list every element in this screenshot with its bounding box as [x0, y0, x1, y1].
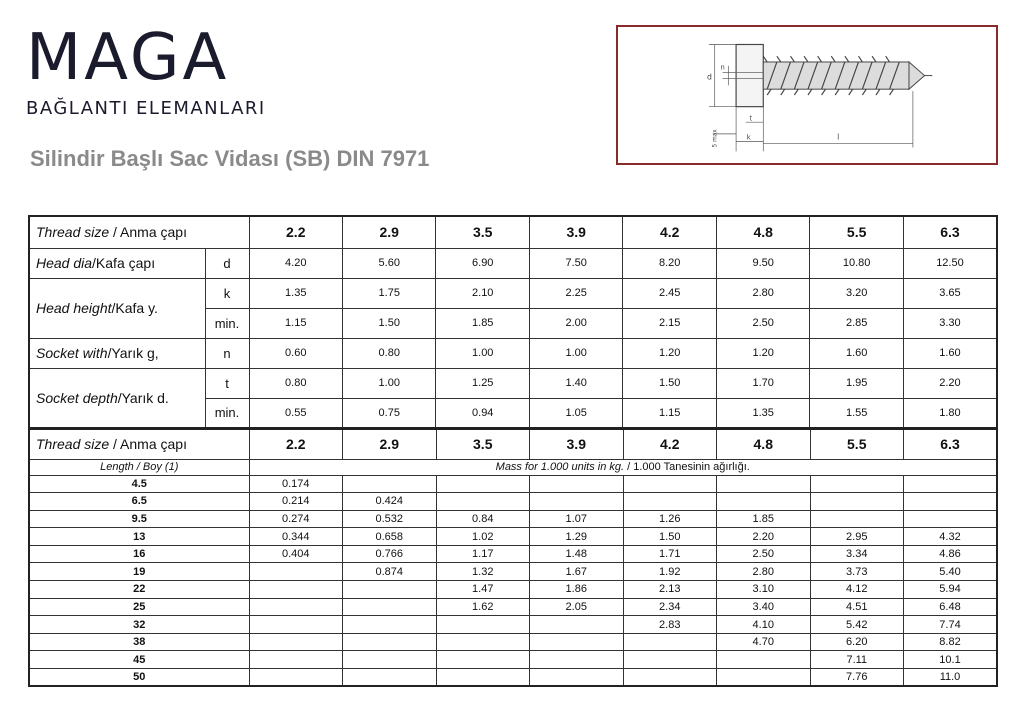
- mass-value: [249, 633, 343, 651]
- dims-header-row: [29, 216, 997, 248]
- dims-row: [29, 368, 997, 398]
- size-header: 5.5: [810, 216, 903, 248]
- brand-subtitle: BAĞLANTI ELEMANLARI: [26, 98, 266, 119]
- dimension-label: [29, 248, 205, 278]
- mass-row: [29, 598, 997, 616]
- mass-header-row: [29, 429, 997, 459]
- mass-value: 1.50: [623, 528, 717, 546]
- length-value: 25: [29, 598, 249, 616]
- mass-row: [29, 633, 997, 651]
- mass-header-en: Mass for 1.000 units in kg.: [495, 461, 625, 473]
- mass-value: 7.11: [810, 651, 904, 669]
- document-title: Silindir Başlı Sac Vidası (SB) DIN 7971: [30, 146, 430, 171]
- mass-value: [249, 669, 343, 687]
- mass-value: [249, 598, 343, 616]
- dimension-value: 1.55: [810, 398, 903, 428]
- mass-value: [436, 616, 530, 634]
- size-header: 3.5: [436, 429, 530, 459]
- mass-value: [530, 475, 624, 493]
- mass-value: 2.34: [623, 598, 717, 616]
- dimension-value: 0.75: [343, 398, 436, 428]
- mass-value: 1.32: [436, 563, 530, 581]
- brand-logo: [26, 22, 266, 119]
- dimension-value: 0.80: [343, 338, 436, 368]
- mass-value: 1.48: [530, 545, 624, 563]
- dimension-value: 1.60: [810, 338, 903, 368]
- mass-value: 1.92: [623, 563, 717, 581]
- thread-size-en: Thread size: [36, 224, 110, 241]
- dimension-value: 1.70: [716, 368, 809, 398]
- dimension-symbol: d: [205, 248, 249, 278]
- mass-value: [717, 651, 811, 669]
- diagram-label-t: t: [749, 114, 753, 123]
- size-header: 5.5: [810, 429, 904, 459]
- size-header: 2.2: [249, 429, 343, 459]
- dimension-value: 2.85: [810, 308, 903, 338]
- length-value: 9.5: [29, 510, 249, 528]
- diagram-label-n: n: [720, 63, 725, 72]
- dimension-label-en: Head dia: [36, 255, 93, 271]
- mass-value: 0.344: [249, 528, 343, 546]
- mass-value: 1.02: [436, 528, 530, 546]
- mass-value: 0.766: [343, 545, 437, 563]
- mass-value: [343, 475, 437, 493]
- mass-value: [717, 669, 811, 687]
- length-value: 16: [29, 545, 249, 563]
- mass-value: [249, 563, 343, 581]
- mass-value: [343, 633, 437, 651]
- dimension-value: 1.00: [436, 338, 529, 368]
- dimension-value: 2.20: [903, 368, 997, 398]
- mass-value: 4.32: [904, 528, 998, 546]
- mass-header-tr: / 1.000 Tanesinin ağırlığı.: [624, 461, 750, 473]
- mass-value: 2.50: [717, 545, 811, 563]
- mass-value: 1.26: [623, 510, 717, 528]
- mass-value: 1.86: [530, 581, 624, 599]
- dimension-label: [29, 368, 205, 428]
- mass-value: [436, 669, 530, 687]
- mass-value: 4.10: [717, 616, 811, 634]
- mass-value: 0.874: [343, 563, 437, 581]
- dimension-value: 8.20: [623, 248, 716, 278]
- dimension-value: 1.00: [343, 368, 436, 398]
- mass-row: [29, 616, 997, 634]
- mass-value: 2.20: [717, 528, 811, 546]
- mass-value: 1.85: [717, 510, 811, 528]
- dimension-value: 1.15: [249, 308, 342, 338]
- mass-value: 2.05: [530, 598, 624, 616]
- mass-value: 1.17: [436, 545, 530, 563]
- length-value: 22: [29, 581, 249, 599]
- mass-value: 5.40: [904, 563, 998, 581]
- mass-value: [436, 493, 530, 511]
- mass-value: [249, 581, 343, 599]
- dimensions-table: [28, 215, 998, 429]
- size-header: 6.3: [903, 216, 997, 248]
- thread-size-en: Thread size: [36, 436, 110, 453]
- dimension-label: [29, 338, 205, 368]
- dimension-value: 1.50: [623, 368, 716, 398]
- dimension-value: 1.95: [810, 368, 903, 398]
- dimension-value: 2.10: [436, 278, 529, 308]
- dimension-symbol: t: [205, 368, 249, 398]
- mass-value: [810, 510, 904, 528]
- mass-value: 0.84: [436, 510, 530, 528]
- mass-value: 6.48: [904, 598, 998, 616]
- mass-value: 0.174: [249, 475, 343, 493]
- dimension-value: 1.05: [529, 398, 622, 428]
- dimension-label-en: Socket with: [36, 345, 108, 361]
- dims-row: [29, 338, 997, 368]
- dimension-value: 1.35: [249, 278, 342, 308]
- diagram-label-k: k: [746, 133, 751, 142]
- dimension-value: 2.00: [529, 308, 622, 338]
- dimension-symbol: k: [205, 278, 249, 308]
- mass-subheader-row: [29, 459, 997, 475]
- dimension-value: 1.85: [436, 308, 529, 338]
- dimension-value: 1.60: [903, 338, 997, 368]
- mass-value: [904, 493, 998, 511]
- mass-value: [717, 475, 811, 493]
- dimension-value: 5.60: [343, 248, 436, 278]
- mass-value: 3.73: [810, 563, 904, 581]
- mass-value: 10.1: [904, 651, 998, 669]
- mass-row: [29, 510, 997, 528]
- size-header: 4.8: [716, 216, 809, 248]
- mass-value: 7.76: [810, 669, 904, 687]
- dimension-value: 1.15: [623, 398, 716, 428]
- mass-value: 3.34: [810, 545, 904, 563]
- mass-value: [343, 669, 437, 687]
- length-value: 19: [29, 563, 249, 581]
- mass-value: 0.214: [249, 493, 343, 511]
- mass-value: [436, 475, 530, 493]
- mass-value: 6.20: [810, 633, 904, 651]
- thread-size-label: [29, 429, 249, 459]
- dimension-value: 1.75: [343, 278, 436, 308]
- mass-table: [28, 428, 998, 687]
- mass-row: [29, 545, 997, 563]
- mass-value: [623, 669, 717, 687]
- thread-size-label: [29, 216, 249, 248]
- mass-value: [904, 475, 998, 493]
- length-header: Length / Boy (1): [29, 459, 249, 475]
- mass-value: [249, 651, 343, 669]
- mass-row: [29, 475, 997, 493]
- size-header: 6.3: [904, 429, 998, 459]
- dimension-value: 1.40: [529, 368, 622, 398]
- mass-value: [717, 493, 811, 511]
- dimension-value: 9.50: [716, 248, 809, 278]
- mass-value: [343, 581, 437, 599]
- mass-value: [249, 616, 343, 634]
- length-value: 4.5: [29, 475, 249, 493]
- mass-value: [343, 651, 437, 669]
- mass-value: 2.13: [623, 581, 717, 599]
- dims-row: [29, 248, 997, 278]
- mass-value: [810, 475, 904, 493]
- screw-diagram: [616, 25, 998, 165]
- mass-value: 0.424: [343, 493, 437, 511]
- size-header: 2.2: [249, 216, 342, 248]
- brand-name: MAGA: [26, 21, 230, 95]
- mass-value: 1.29: [530, 528, 624, 546]
- mass-value: [530, 651, 624, 669]
- mass-row: [29, 563, 997, 581]
- mass-value: 1.71: [623, 545, 717, 563]
- dimension-label: [29, 278, 205, 338]
- dimension-value: 1.80: [903, 398, 997, 428]
- mass-value: [436, 633, 530, 651]
- mass-value: 2.83: [623, 616, 717, 634]
- dimension-value: 10.80: [810, 248, 903, 278]
- size-header: 2.9: [343, 216, 436, 248]
- mass-value: 5.94: [904, 581, 998, 599]
- size-header: 4.2: [623, 216, 716, 248]
- mass-value: [530, 633, 624, 651]
- length-value: 38: [29, 633, 249, 651]
- dimension-value: 1.35: [716, 398, 809, 428]
- mass-value: 4.51: [810, 598, 904, 616]
- dimension-label-en: Socket depth: [36, 389, 118, 406]
- mass-value: [623, 633, 717, 651]
- mass-value: 0.404: [249, 545, 343, 563]
- dimension-value: 2.50: [716, 308, 809, 338]
- dimension-value: 0.80: [249, 368, 342, 398]
- dimension-symbol: min.: [205, 398, 249, 428]
- mass-row: [29, 493, 997, 511]
- dimension-value: 0.55: [249, 398, 342, 428]
- dimension-symbol: min.: [205, 308, 249, 338]
- dimension-label-tr: /Yarık g,: [107, 345, 159, 361]
- mass-value: 5.42: [810, 616, 904, 634]
- length-value: 45: [29, 651, 249, 669]
- size-header: 4.8: [717, 429, 811, 459]
- size-header: 3.9: [529, 216, 622, 248]
- dimension-value: 0.60: [249, 338, 342, 368]
- mass-value: 11.0: [904, 669, 998, 687]
- length-value: 50: [29, 669, 249, 687]
- mass-value: [904, 510, 998, 528]
- length-value: 6.5: [29, 493, 249, 511]
- mass-value: 7.74: [904, 616, 998, 634]
- mass-value: [530, 493, 624, 511]
- dimension-value: 2.45: [623, 278, 716, 308]
- mass-value: 4.12: [810, 581, 904, 599]
- mass-value: 0.658: [343, 528, 437, 546]
- mass-value: [343, 616, 437, 634]
- dimension-label-tr: /Kafa y.: [111, 300, 158, 316]
- dimension-value: 0.94: [436, 398, 529, 428]
- mass-value: 8.82: [904, 633, 998, 651]
- dimension-value: 1.25: [436, 368, 529, 398]
- mass-value: 4.70: [717, 633, 811, 651]
- mass-row: [29, 528, 997, 546]
- mass-value: 1.07: [530, 510, 624, 528]
- mass-value: [623, 493, 717, 511]
- dimension-label-en: Head height: [36, 300, 112, 316]
- mass-value: 2.80: [717, 563, 811, 581]
- thread-size-tr: / Anma çapı: [109, 224, 187, 241]
- dimension-value: 1.20: [623, 338, 716, 368]
- mass-row: [29, 581, 997, 599]
- length-value: 32: [29, 616, 249, 634]
- diagram-label-d: d: [706, 72, 712, 82]
- mass-value: 1.47: [436, 581, 530, 599]
- size-header: 3.9: [530, 429, 624, 459]
- size-header: 2.9: [343, 429, 437, 459]
- dimension-value: 6.90: [436, 248, 529, 278]
- mass-header: [249, 459, 997, 475]
- mass-value: [810, 493, 904, 511]
- mass-value: [343, 598, 437, 616]
- mass-value: 1.62: [436, 598, 530, 616]
- size-header: 4.2: [623, 429, 717, 459]
- mass-value: [530, 616, 624, 634]
- length-value: 13: [29, 528, 249, 546]
- mass-value: 0.532: [343, 510, 437, 528]
- mass-value: 3.40: [717, 598, 811, 616]
- dimension-value: 4.20: [249, 248, 342, 278]
- mass-value: 0.274: [249, 510, 343, 528]
- mass-value: [530, 669, 624, 687]
- size-header: 3.5: [436, 216, 529, 248]
- mass-value: [436, 651, 530, 669]
- dimension-value: 3.65: [903, 278, 997, 308]
- diagram-label-s: 5 max: [712, 129, 719, 148]
- mass-row: [29, 669, 997, 687]
- diagram-label-l: l: [837, 132, 840, 142]
- dimension-value: 1.20: [716, 338, 809, 368]
- mass-value: 3.10: [717, 581, 811, 599]
- dimension-label-tr: /Yarık d.: [117, 389, 169, 406]
- dimension-value: 7.50: [529, 248, 622, 278]
- mass-value: 4.86: [904, 545, 998, 563]
- dimension-value: 1.50: [343, 308, 436, 338]
- dimension-value: 2.15: [623, 308, 716, 338]
- dimension-value: 3.20: [810, 278, 903, 308]
- dimension-symbol: n: [205, 338, 249, 368]
- dimension-value: 1.00: [529, 338, 622, 368]
- dimension-label-tr: /Kafa çapı: [92, 255, 156, 271]
- dims-row: [29, 278, 997, 308]
- dimension-value: 2.25: [529, 278, 622, 308]
- mass-row: [29, 651, 997, 669]
- dimension-value: 12.50: [903, 248, 997, 278]
- dimension-value: 3.30: [903, 308, 997, 338]
- mass-value: 1.67: [530, 563, 624, 581]
- mass-value: [623, 475, 717, 493]
- thread-size-tr: / Anma çapı: [109, 436, 187, 453]
- mass-value: 2.95: [810, 528, 904, 546]
- dimension-value: 2.80: [716, 278, 809, 308]
- mass-value: [623, 651, 717, 669]
